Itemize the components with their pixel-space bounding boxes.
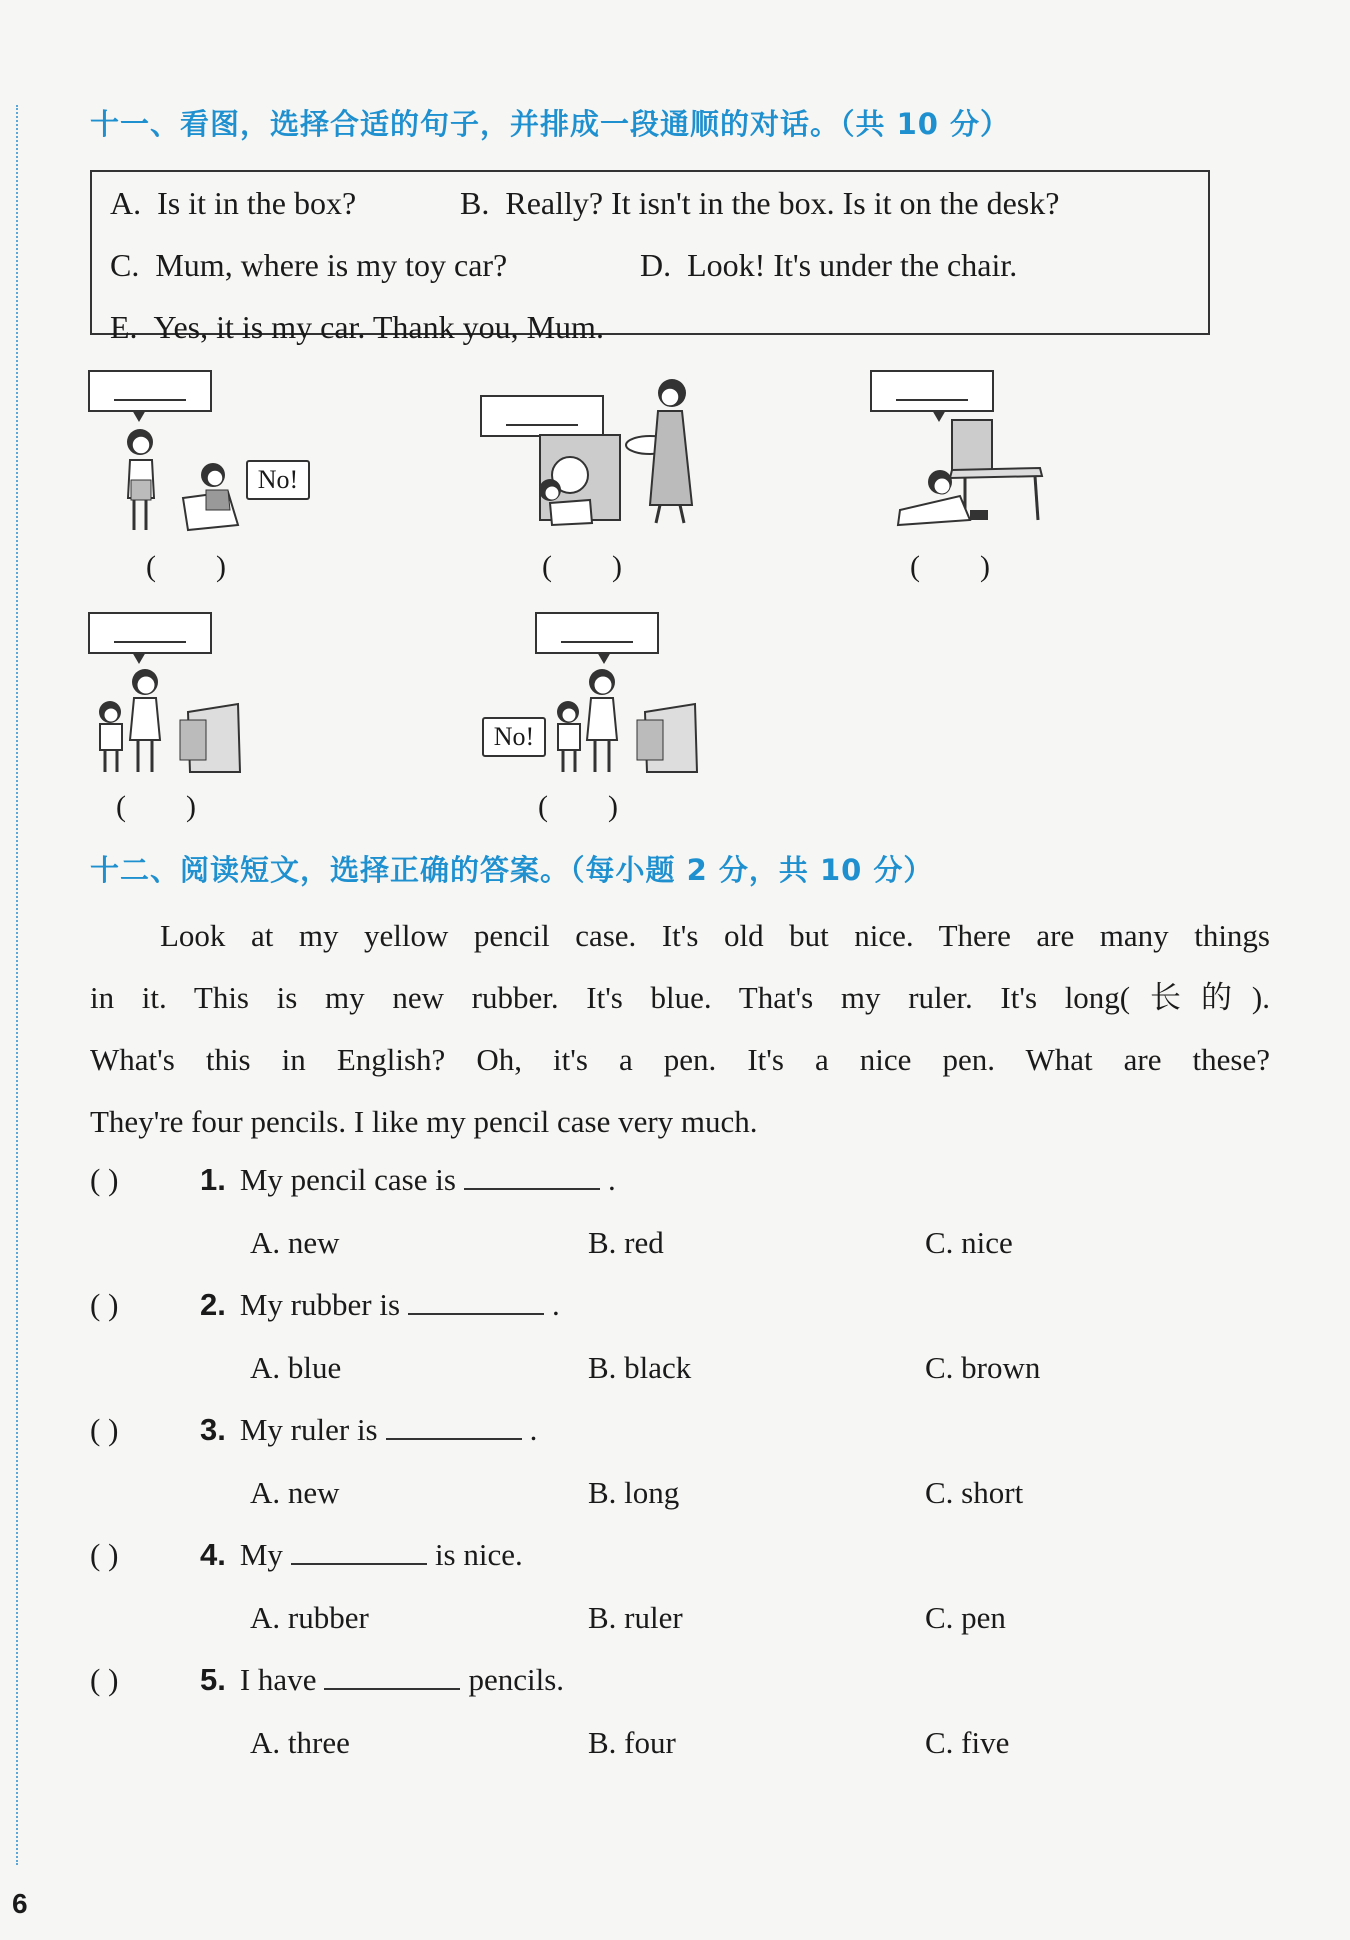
- choice-2a[interactable]: A. blue: [250, 1350, 342, 1385]
- fill-blank[interactable]: [324, 1666, 460, 1690]
- answer-paren[interactable]: ( ): [116, 790, 196, 823]
- answer-paren[interactable]: ( ): [90, 1662, 119, 1697]
- choice-5b[interactable]: B. four: [588, 1725, 676, 1760]
- mum-boy-desk-no-illustration: [480, 612, 720, 782]
- section-11-title: 十一、看图，选择合适的句子，并排成一段通顺的对话。（共 10 分）: [90, 107, 1011, 141]
- option-e: E. Yes, it is my car. Thank you, Mum.: [110, 309, 604, 345]
- choice-3c[interactable]: C. short: [925, 1475, 1024, 1510]
- option-c: C. Mum, where is my toy car?: [110, 247, 508, 283]
- picture-5-desk-no: [480, 612, 720, 823]
- question-1: ( ) 1. My pencil case is .: [90, 1162, 616, 1197]
- choice-4b[interactable]: B. ruler: [588, 1600, 683, 1635]
- answer-paren[interactable]: ( ): [910, 550, 990, 583]
- choice-2b[interactable]: B. black: [588, 1350, 692, 1385]
- passage-line: Look at my yellow pencil case. It's old but nice. There are many things: [160, 918, 1270, 953]
- picture-4-desk: [88, 612, 318, 823]
- choice-1c[interactable]: C. nice: [925, 1225, 1013, 1260]
- choice-2c[interactable]: C. brown: [925, 1350, 1041, 1385]
- question-2: ( ) 2. My rubber is .: [90, 1287, 560, 1322]
- no-speech-bubble: No!: [246, 460, 310, 500]
- margin-dotted-line: [16, 105, 18, 1865]
- choice-1a[interactable]: A. new: [250, 1225, 340, 1260]
- answer-paren[interactable]: ( ): [146, 550, 226, 583]
- picture-2-washer: [480, 375, 720, 583]
- washer-mum-boy-illustration: [480, 375, 720, 545]
- picture-1-box: [88, 370, 318, 583]
- option-d: D. Look! It's under the chair.: [640, 247, 1018, 283]
- mum-boy-desk-illustration: [88, 612, 318, 782]
- choice-3a[interactable]: A. new: [250, 1475, 340, 1510]
- choice-1b[interactable]: B. red: [588, 1225, 664, 1260]
- fill-blank[interactable]: [386, 1416, 522, 1440]
- section-12-title: 十二、阅读短文，选择正确的答案。（每小题 2 分，共 10 分）: [90, 853, 934, 887]
- choice-4a[interactable]: A. rubber: [250, 1600, 369, 1635]
- picture-3-chair: [870, 370, 1070, 583]
- question-5: ( ) 5. I have pencils.: [90, 1662, 565, 1697]
- passage-line: What's this in English? Oh, it's a pen. It's a nice pen. What are these?: [90, 1042, 1270, 1077]
- fill-blank[interactable]: [408, 1291, 544, 1315]
- dialogue-options-box: [90, 170, 1210, 345]
- passage-line: in it. This is my new rubber. It's blue. That's my ruler. It's long(长的).: [90, 980, 1270, 1015]
- choice-4c[interactable]: C. pen: [925, 1600, 1006, 1635]
- boy-under-chair-illustration: [870, 370, 1070, 545]
- answer-paren[interactable]: ( ): [90, 1537, 119, 1572]
- answer-paren[interactable]: ( ): [90, 1412, 119, 1447]
- page-number: 6: [12, 1888, 28, 1919]
- choice-5a[interactable]: A. three: [250, 1725, 350, 1760]
- reading-passage: [90, 905, 1270, 1153]
- answer-paren[interactable]: ( ): [90, 1287, 119, 1322]
- fill-blank[interactable]: [464, 1166, 600, 1190]
- mum-boy-box-illustration: [88, 370, 318, 545]
- no-speech-bubble: No!: [482, 717, 546, 757]
- answer-paren[interactable]: ( ): [538, 790, 618, 823]
- choice-5c[interactable]: C. five: [925, 1725, 1010, 1760]
- question-4: ( ) 4. My is nice.: [90, 1537, 523, 1572]
- option-b: B. Really? It isn't in the box. Is it on the desk?: [460, 185, 1060, 221]
- option-a: A. Is it in the box?: [110, 185, 357, 221]
- answer-paren[interactable]: ( ): [90, 1162, 119, 1197]
- question-3: ( ) 3. My ruler is .: [90, 1412, 538, 1447]
- choice-3b[interactable]: B. long: [588, 1475, 680, 1510]
- fill-blank[interactable]: [291, 1541, 427, 1565]
- passage-line: They're four pencils. I like my pencil case very much.: [90, 1104, 758, 1139]
- answer-paren[interactable]: ( ): [542, 550, 622, 583]
